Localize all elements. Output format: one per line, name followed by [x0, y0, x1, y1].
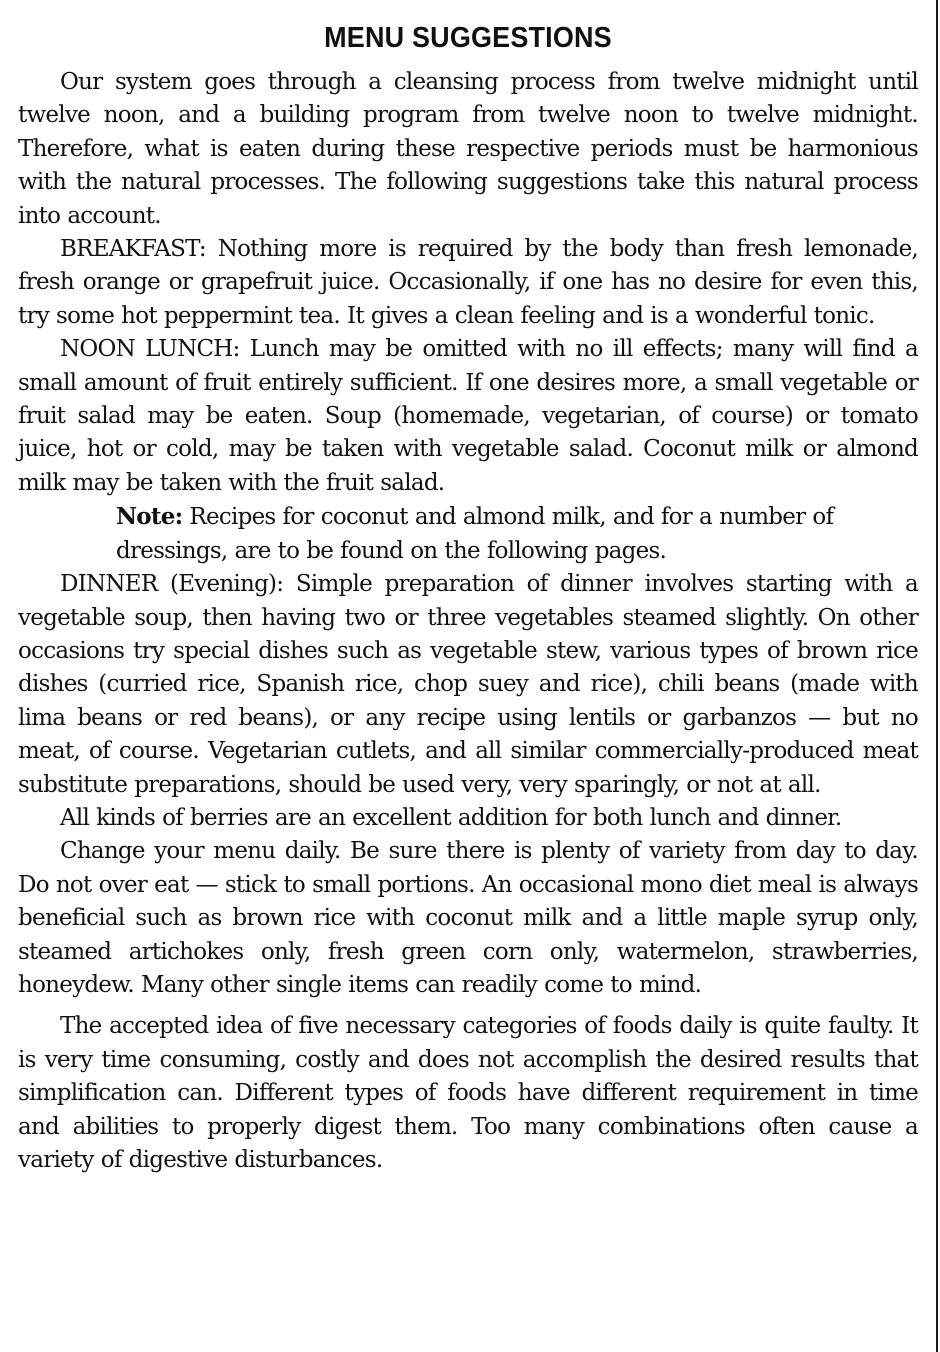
page-edge-rule	[936, 0, 938, 1352]
paragraph-dinner: DINNER (Evening): Simple preparation of dinner involves starting with a vegetable soup, then having two or three vegetables steamed slightly. On other occasions try special dishes such as vegetable stew, various types of brown rice dishes (curried rice, Spanish rice, chop suey and rice), chili beans (made with lima beans or red beans), or any recipe using lentils or garbanzos — but no meat, of course. Vegetarian cutlets, and all similar commercially-produced meat substitute preparations, should be used very, very sparingly, or not at all.	[18, 571, 918, 798]
page-title: MENU SUGGESTIONS	[324, 22, 612, 54]
paragraph-variety: Change your menu daily. Be sure there is plenty of variety from day to day. Do not over eat — stick to small portions. An occasional mono diet meal is always beneficial such as brown rice with coconut milk and a little maple syrup only, steamed artichokes only, fresh green corn only, watermelon, strawberries, honeydew. Many other single items can readily come to mind.	[18, 838, 918, 998]
paragraph-berries: All kinds of berries are an excellent addition for both lunch and dinner.	[60, 804, 842, 831]
note-text: Recipes for coconut and almond milk, and for a number of dressings, are to be found on the following pages.	[116, 504, 834, 564]
paragraph-lunch: NOON LUNCH: Lunch may be omitted with no ill effects; many will find a small amount of fruit entirely sufficient. If one desires more, a small vegetable or fruit salad may be eaten. Soup (homemade, vegetarian, of course) or tomato juice, hot or cold, may be taken with vegetable salad. Coconut milk or almond milk may be taken with the fruit salad.	[18, 336, 918, 496]
paragraph-breakfast: BREAKFAST: Nothing more is required by the body than fresh lemonade, fresh orange or grapefruit juice. Occasionally, if one has no desire for even this, try some hot peppermint tea. It gives a clean feeling and is a wonderful tonic.	[18, 236, 918, 329]
note-paragraph	[116, 500, 918, 568]
paragraph-categories: The accepted idea of five necessary categories of foods daily is quite faulty. It is very time consuming, costly and does not accomplish the desired results that simplification can. Different types of foods have different requirement in time and abilities to properly digest them. Too many combinations often cause a variety of digestive disturbances.	[18, 1013, 918, 1173]
note-label: Note:	[116, 503, 183, 531]
paragraph-intro: Our system goes through a cleansing process from twelve midnight until twelve noon, and a building program from twelve noon to twelve midnight. Therefore, what is eaten during these respective periods must be harmonious with the natural processes. The following suggestions take this natural process into account.	[18, 69, 918, 229]
